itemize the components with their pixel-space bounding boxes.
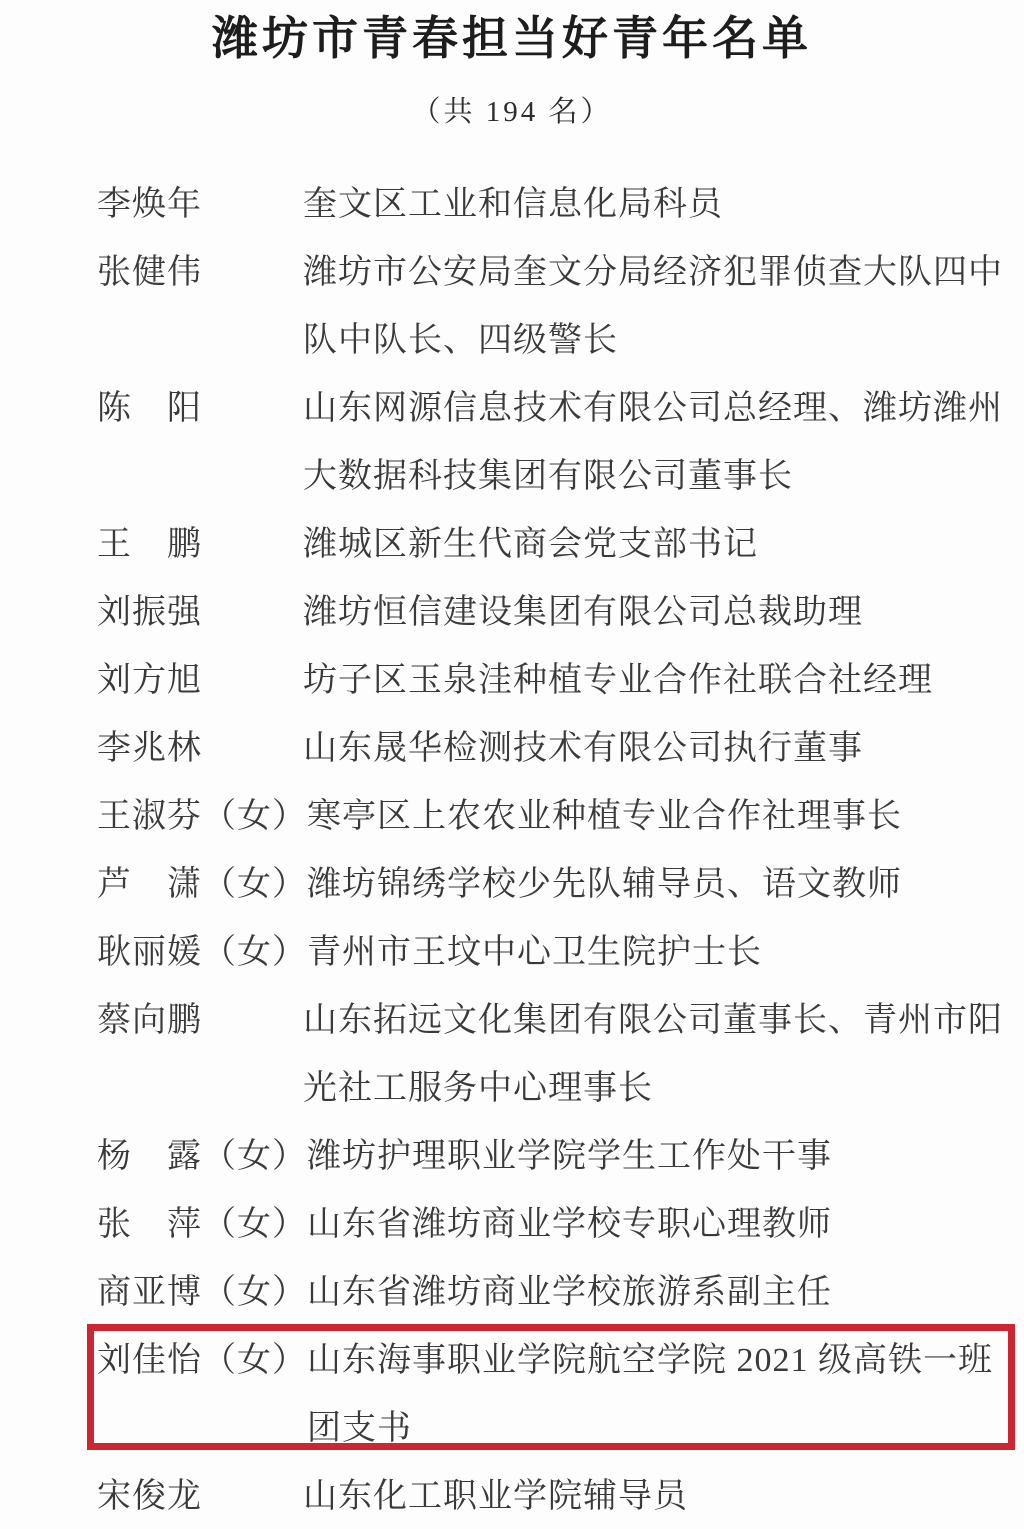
honoree-position: 山东拓远文化集团有限公司董事长、青州市阳光社工服务中心理事长 bbox=[303, 1002, 1003, 1107]
list-item bbox=[97, 511, 1010, 579]
honoree-name: 王淑芬（女） bbox=[97, 798, 307, 835]
page-subtitle-count: （共 194 名） bbox=[411, 96, 613, 128]
list-item bbox=[97, 579, 1010, 647]
honoree-name: 芦 潇（女） bbox=[97, 866, 307, 903]
honoree-position: 潍坊市公安局奎文分局经济犯罪侦查大队四中队中队长、四级警长 bbox=[303, 254, 1003, 359]
honoree-name: 宋俊龙 bbox=[97, 1478, 202, 1515]
list-item bbox=[97, 1191, 1010, 1259]
list-item bbox=[97, 1259, 1010, 1327]
list-item bbox=[97, 987, 1010, 1123]
list-item bbox=[97, 1327, 1010, 1463]
honoree-name: 蔡向鹏 bbox=[97, 1002, 202, 1039]
honoree-position: 青州市王坟中心卫生院护士长 bbox=[307, 934, 762, 971]
honoree-name: 刘振强 bbox=[97, 594, 202, 631]
honoree-name: 王 鹏 bbox=[97, 526, 202, 563]
honoree-name: 商亚博（女） bbox=[97, 1274, 307, 1311]
list-item bbox=[97, 171, 1010, 239]
honoree-name: 张 萍（女） bbox=[97, 1206, 307, 1243]
honoree-name: 李焕年 bbox=[97, 186, 202, 223]
list-item bbox=[97, 851, 1010, 919]
page-title: 潍坊市青春担当好青年名单 bbox=[212, 13, 812, 64]
list-item bbox=[97, 783, 1010, 851]
honoree-position: 山东网源信息技术有限公司总经理、潍坊潍州大数据科技集团有限公司董事长 bbox=[303, 390, 1003, 495]
list-item bbox=[97, 919, 1010, 987]
honoree-name: 刘佳怡（女） bbox=[97, 1342, 307, 1379]
honoree-name: 张健伟 bbox=[97, 254, 202, 291]
honoree-name: 耿丽媛（女） bbox=[97, 934, 307, 971]
honoree-position: 山东省潍坊商业学校专职心理教师 bbox=[307, 1206, 832, 1243]
honoree-position: 山东化工职业学院辅导员 bbox=[303, 1478, 688, 1515]
honoree-position: 奎文区工业和信息化局科员 bbox=[303, 186, 723, 223]
honoree-list bbox=[97, 171, 1010, 1529]
honoree-name: 杨 露（女） bbox=[97, 1138, 307, 1175]
list-item bbox=[97, 239, 1010, 375]
honoree-position: 山东晟华检测技术有限公司执行董事 bbox=[303, 730, 863, 767]
honoree-name: 李兆林 bbox=[97, 730, 202, 767]
list-item bbox=[97, 1463, 1010, 1529]
honoree-name: 刘方旭 bbox=[97, 662, 202, 699]
honoree-position: 山东海事职业学院航空学院 2021 级高铁一班团支书 bbox=[307, 1342, 993, 1447]
honoree-position: 坊子区玉泉洼种植专业合作社联合社经理 bbox=[303, 662, 933, 699]
honoree-position: 潍城区新生代商会党支部书记 bbox=[303, 526, 758, 563]
list-item bbox=[97, 375, 1010, 511]
list-item bbox=[97, 1123, 1010, 1191]
honoree-position: 潍坊恒信建设集团有限公司总裁助理 bbox=[303, 594, 863, 631]
list-item bbox=[97, 715, 1010, 783]
honoree-position: 潍坊护理职业学院学生工作处干事 bbox=[307, 1138, 832, 1175]
list-item bbox=[97, 647, 1010, 715]
honoree-position: 寒亭区上农农业种植专业合作社理事长 bbox=[307, 798, 902, 835]
honoree-name: 陈 阳 bbox=[97, 390, 202, 427]
honoree-position: 山东省潍坊商业学校旅游系副主任 bbox=[307, 1274, 832, 1311]
honoree-position: 潍坊锦绣学校少先队辅导员、语文教师 bbox=[307, 866, 902, 903]
